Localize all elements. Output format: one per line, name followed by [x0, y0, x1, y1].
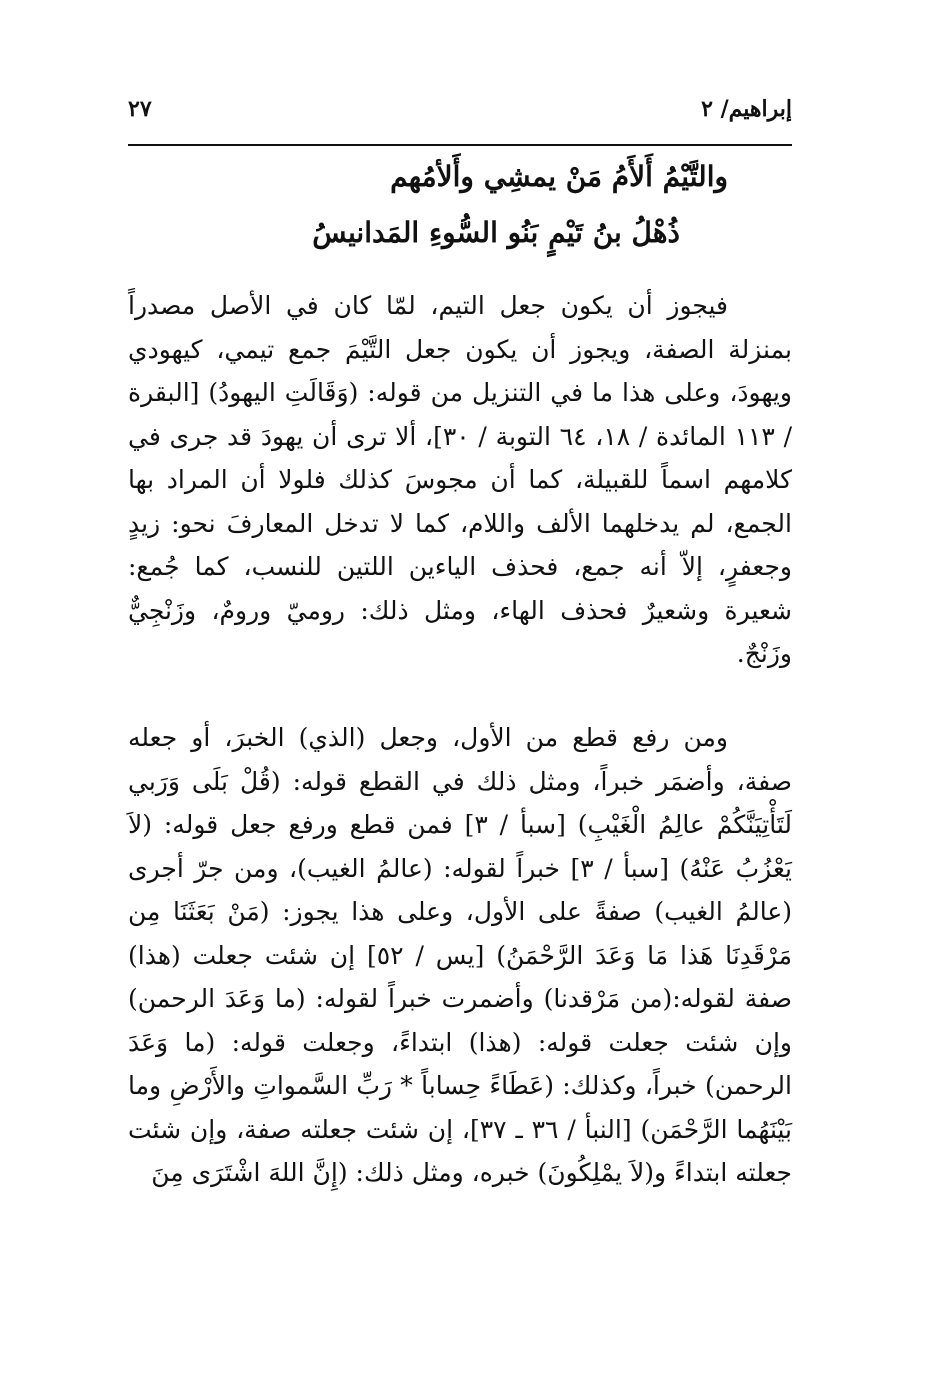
paragraph-1 — [128, 284, 792, 676]
page-number: ٢٧ — [128, 96, 152, 122]
running-head — [128, 96, 792, 136]
paragraph-1-text: فيجوز أن يكون جعل التيم، لمّا كان في الأصل مصدراً بمنزلة الصفة، ويجوز أن يكون جعل التَّيْمَ جمع تيمي، كيهودي ويهودَ، وعلى هذا ما في التنزيل من قوله: (وَقَالَتِ اليهودُ) [البقرة / ١١٣ المائدة / ١٨، ٦٤ التوبة / ٣٠]، ألا ترى أن يهودَ قد جرى في كلامهم اسماً للقبيلة، كما أن مجوسَ كذلك فلولا أن المراد بها الجمع، لم يدخلهما الألف واللام، كما لا تدخل المعارفَ نحو: زيدٍ وجعفرٍ، إلاّ أنه جمع، فحذف الياءين اللتين للنسب، كما جُمع: شعيرة وشعيرٌ فحذف الهاء، ومثل ذلك: روميّ ورومٌ، وزَنْجِيٌّ وزَنْجٌ. — [128, 291, 793, 668]
paragraph-2-text: ومن رفع قطع من الأول، وجعل (الذي) الخبرَ، أو جعله صفة، وأضمَر خبراً، ومثل ذلك في القطع قوله: (قُلْ بَلَى وَرَبي لَتَأْتِيَنَّكُمْ عالِمُ الْغَيْبِ) [سبأ / ٣] فمن قطع ورفع جعل قوله: (لاَ يَعْزُبُ عَنْهُ) [سبأ / ٣] خبراً لقوله: (عالمُ الغيب)، ومن جرّ أجرى (عالمُ الغيب) صفةً على الأول، وعلى هذا يجوز: (مَنْ بَعَثَنَا مِن مَرْقَدِنَا هَذا مَا وَعَدَ الرَّحْمَنُ) [يس / ٥٢] إن شئت جعلت (هذا) صفة لقوله:(من مَرْقدنا) وأضمرت خبراً لقوله: (ما وَعَدَ الرحمن) وإن شئت جعلت قوله: (هذا) ابتداءً، وجعلت قوله: (ما وَعَدَ الرحمن) خبراً، وكذلك: (عَطَاءً حِساباً * رَبِّ السَّمواتِ والأَرْضِ وما بَيْنَهُما الرَّحْمَن) [النبأ / ٣٦ ـ ٣٧]، إن شئت جعلته صفة، وإن شئت جعلته ابتداءً و(لاَ يمْلِكُونَ) خبره، ومثل ذلك: (إِنَّ اللهَ اشْتَرَى مِنَ — [128, 723, 793, 1187]
header-rule — [128, 144, 792, 146]
verse-line-2: ذُهْلُ بنُ تَيْمٍ بَنُو السُّوءِ المَدانيسُ — [312, 216, 680, 249]
chapter-title: إبراهيم/ ٢ — [701, 96, 792, 122]
paragraph-2 — [128, 716, 792, 1195]
verse-line-1: والتَّيْمُ أَلأَمُ مَنْ يمشِي وأَلأمُهم — [390, 160, 728, 193]
